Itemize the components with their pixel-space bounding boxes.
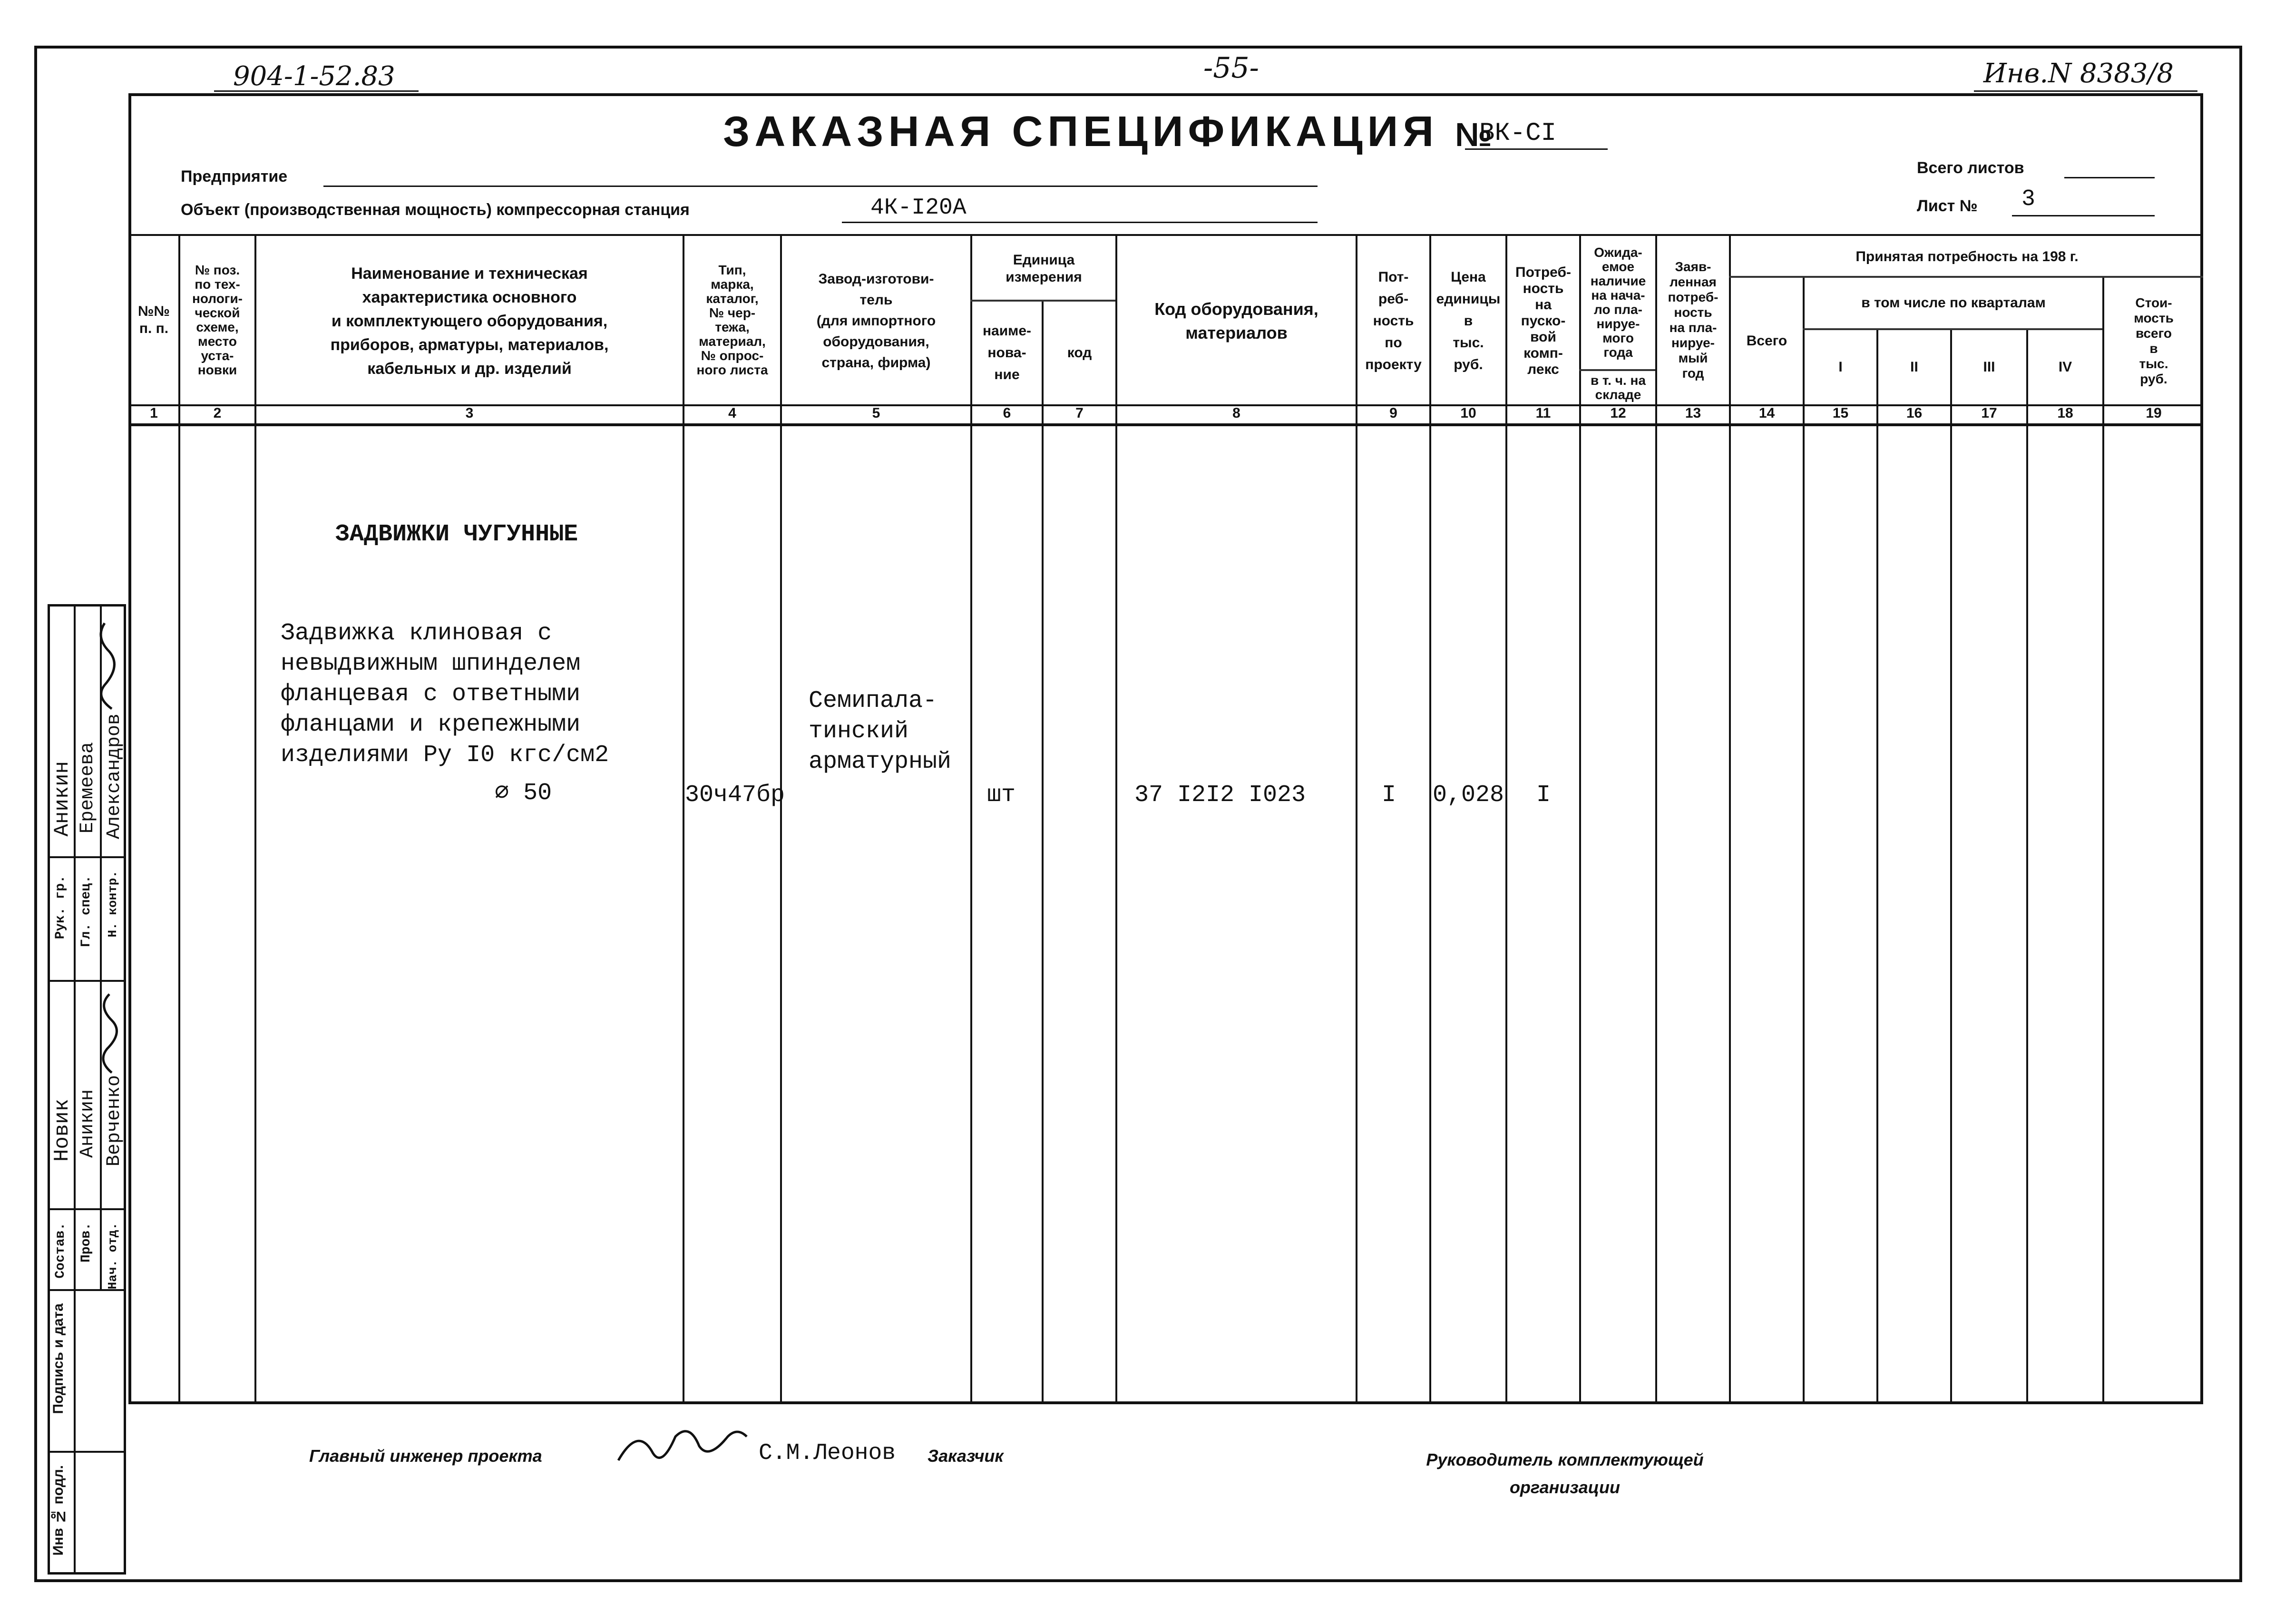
accepted-group-header: Принятая потребность на 198 г. [1855,249,2079,264]
stamp-role-group-lead: Рук. гр. [53,875,68,939]
col-header-8: Код оборудования, материалов [1154,299,1318,342]
col-header-19: Стои- мость всего в тыс. руб. [2134,295,2174,386]
col-header-12b: в т. ч. на складе [1590,373,1646,402]
page-title [723,108,1492,157]
object-label: Объект (производственная мощность) компрессорная станция [181,201,690,219]
col-line-16 [1876,328,1878,1404]
side-stamp-signatures [48,604,126,1223]
enterprise-label: Предприятие [181,167,288,186]
col-header-4: Тип, марка, каталог, № чер- тежа, материал, № опрос- ного листа [696,263,768,377]
total-sheets-field [2064,177,2155,178]
side-stamp-row-5 [48,1451,126,1453]
stamp-role-chief-spec: Гл. спец. [79,875,94,948]
col-number-5: 5 [872,405,880,421]
unit-group-header: Единица измерения [1006,252,1082,285]
signature-mark-3 [103,994,117,1073]
title-no-label: № [1455,116,1493,153]
col-number-6: 6 [1003,405,1011,421]
stamp-name-2: Аникин [77,1089,98,1158]
col-line-15 [1803,276,1805,1404]
col-number-14: 14 [1758,405,1775,421]
col-header-6: наиме- нова- ние [982,323,1032,382]
col-line-18 [2026,328,2028,1404]
stamp-name-3: Верченко [104,1075,125,1167]
col-header-12: Ожида- емое наличие на нача- ло пла- нируе- мого года [1590,245,1646,360]
chief-engineer-signature-stroke [618,1431,747,1460]
col-number-11: 11 [1535,405,1551,421]
stamp-role-norm-control: Н. контр. [106,871,120,938]
col-number-16: 16 [1906,405,1923,421]
col-number-7: 7 [1075,405,1084,421]
col-number-3: 3 [465,405,474,421]
col-header-3: Наименование и техническая характеристика основного и комплектующего оборудования, приборов, арматуры, материалов, кабельных и др. изделий [330,264,609,378]
signature-mark-1 [101,623,114,709]
col-number-8: 8 [1232,405,1240,421]
spec-number-underline [1465,148,1608,150]
col-header-17: III [1983,359,1995,375]
col-number-18: 18 [2057,405,2073,421]
item-qty: I [1382,782,1396,809]
col-number-17: 17 [1981,405,1997,421]
chief-engineer-name: С.М.Леонов [759,1440,896,1466]
stamp-name-4: Аникин [50,761,74,837]
col-header-9: Пот- реб- ность по проекту [1365,269,1422,372]
stamp-name-1: Новик [50,1099,74,1162]
col-number-13: 13 [1685,405,1701,421]
col-header-16: II [1910,359,1918,375]
col-line-17 [1950,328,1952,1404]
table-top-line [128,234,2203,236]
item-unit: шт [987,782,1016,809]
stamp-name-5: Еремеева [77,742,98,834]
sheet-field [2012,215,2155,216]
total-sheets-label: Всего листов [1917,159,2024,177]
col-header-1: №№ п. п. [138,303,170,336]
object-field [842,222,1318,223]
item-manufacturer: Семипала- тинский арматурный [809,687,952,775]
col-number-10: 10 [1460,405,1476,421]
col-header-13: Заяв- ленная потреб- ность на пла- нируе- мый год [1668,259,1718,381]
spec-number: ВК-СI [1479,119,1557,148]
side-stamp-row-4 [48,1289,126,1291]
sheet-value: 3 [2021,186,2035,212]
col-header-14: Всего [1746,333,1787,349]
item-launch-qty: I [1536,782,1551,809]
stamp-inv-no: Инв № подл. [50,1465,66,1556]
item-price: 0,028 [1433,782,1504,809]
col-number-4: 4 [728,405,736,421]
page-number: -55- [1203,51,1259,85]
sheet-label: Лист № [1917,197,1978,215]
enterprise-field [323,186,1318,187]
col-header-5: Завод-изготови- тель (для импортного оборудования, страна, фирма) [816,271,936,371]
item-name: Задвижка клиновая с невыдвижным шпинделем фланцевая с ответными фланцами и крепежными изделиями Ру I0 кгс/см2 [281,620,609,769]
item-type: 30ч47бр [685,782,785,809]
col-line-7 [1042,300,1044,1404]
col-header-15: I [1838,359,1843,375]
col-number-9: 9 [1389,405,1397,421]
col-number-19: 19 [2146,405,2162,421]
stamp-name-6: Александров [104,714,125,840]
inventory-number: Инв.N 8383/8 [1983,58,2174,89]
object-value: 4К-I20А [870,195,967,221]
quarter-group-header: в том числе по кварталам [1861,295,2046,311]
col-header-10: Цена единицы в тыс. руб. [1436,269,1501,372]
stamp-role-head: Нач. отд. [106,1223,120,1290]
stamp-role-checked: Пров. [79,1223,94,1263]
stamp-role-compiled: Состав. [53,1223,68,1279]
col-line-19 [2102,276,2104,1404]
customer-label: Заказчик [928,1446,1004,1466]
chief-engineer-label: Главный инженер проекта [309,1446,542,1466]
col-number-2: 2 [213,405,222,421]
chief-engineer-signature [614,1422,756,1475]
item-size: ⌀ 50 [495,780,552,807]
stamp-sign-date: Подпись и дата [50,1303,66,1414]
supplier-label: Руководитель комплектующей организации [1426,1450,1704,1497]
col-number-15: 15 [1832,405,1849,421]
item-code: 37 I2I2 I023 [1134,782,1306,809]
document-code: 904-1-52.83 [233,61,395,92]
column-numbers-bottom-line [128,423,2203,426]
title-label: ЗАКАЗНАЯ СПЕЦИФИКАЦИЯ [723,108,1439,156]
col-number-1: 1 [150,405,158,421]
col-header-7: код [1067,345,1092,361]
col-header-11: Потреб- ность на пуско- вой комп- лекс [1515,264,1571,377]
col-number-12: 12 [1610,405,1626,421]
col-header-2: № поз. по тех- нологи- ческой схеме, место уста- новки [192,263,243,377]
section-title: ЗАДВИЖКИ ЧУГУННЫЕ [335,521,578,548]
col-header-18: IV [2058,359,2072,375]
